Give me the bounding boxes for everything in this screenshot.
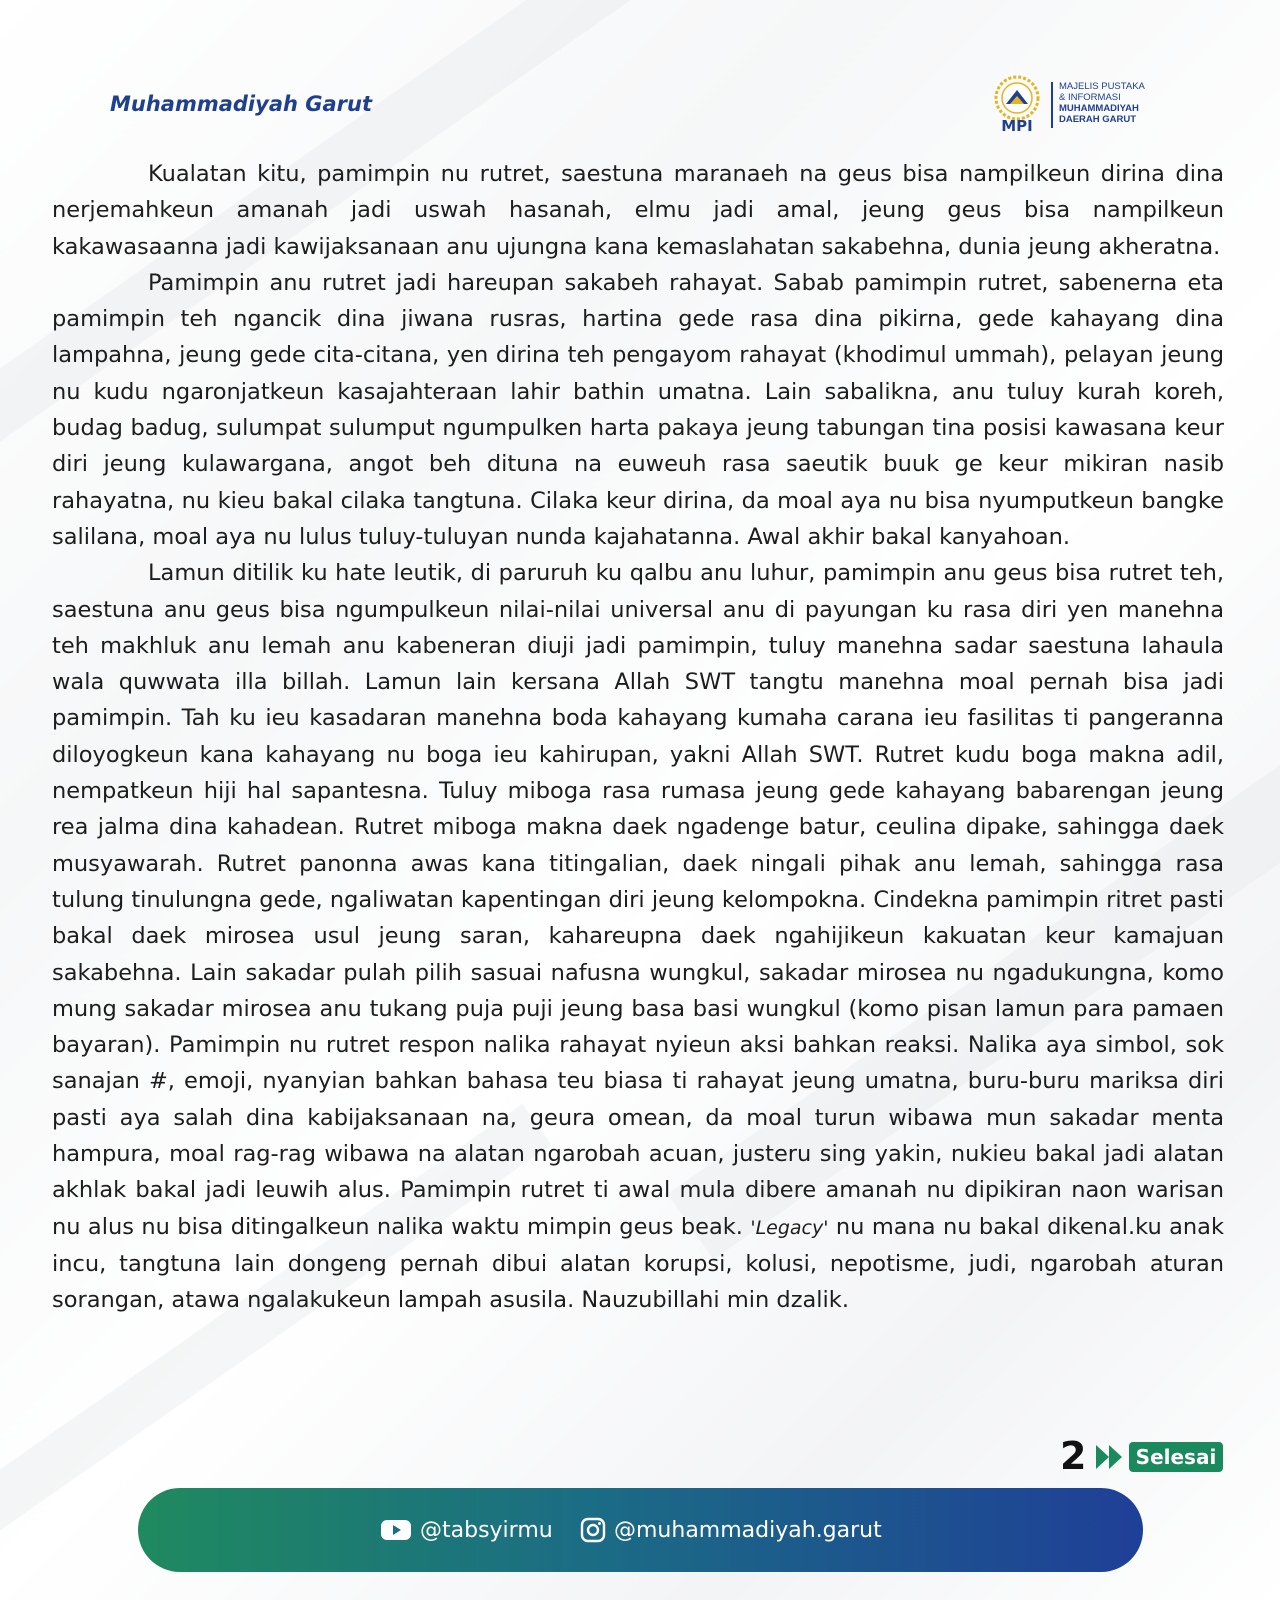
paragraph-text: Lamun ditilik ku hate leutik, di paruruh ku qalbu anu luhur, pamimpin anu geus bisa rutret teh, saestuna anu geus bisa ngumpulkeun nilai-nilai universal anu di payungan ku rasa diri yen manehna teh makhluk anu lemah anu kabeneran diuji jadi pamimpin, tuluy manehna sadar saestuna lahaula wala quwwata illa billah. Lamun lain kersana Allah SWT tangtu manehna moal pernah bisa jadi pamimpin. Tah ku ieu kasadaran manehna boda kahayang kumaha carana ieu fasilitas ti pangeranna diloyogkeun kana kahayang nu boga ieu kahirupan, yakni Allah SWT. Rutret kudu boga makna adil, nempatkeun hiji hal sapantesna. Tuluy miboga rasa rumasa jeung gede kahayang babarengan jeung rea jalma dina kahadean. Rutret miboga makna daek ngadenge batur, ceulina dipake, sahingga daek musyawarah. Rutret panonna awas kana titingalian, daek ningali pihak anu lemah, sahingga rasa tulung tinulungna gede, ngaliwatan kapentingan diri jeung kelompokna. Cindekna pamimpin ritret pasti bakal daek mirosea usul jeung saran, kahareupna daek ngahijikeun kakuatan keur kamajuan sakabehna. Lain sakadar pulah pilih sasuai nafusna wungkul, sakadar mirosea nu ngadukungna, komo mung sakadar mirosea anu tukang puja puji jeung basa basi wungkul (komo pisan lamun para pamaen bayaran). Pamimpin nu rutret respon nalika rahayat nyieun aksi bahkan reaksi. Nalika aya simbol, sok sanajan #, emoji, nyanyian bahkan bahasa teu biasa ti rahayat jeung umatna, buru-buru mariksa diri pasti aya salah dina kabijaksanaan na, geura omean, da moal turun wibawa mun sakadar menta hampura, moal rag-rag wibawa na alatan ngarobah acuan, justeru sing yakin, nukieu bakal jadi alatan akhlak bakal jadi leuwih alus. Pamimpin rutret ti awal mula dibere amanah nu dipikiran naon warisan nu alus nu bisa ditingalkeun nalika waktu mimpin geus beak.	[52, 560, 1224, 1240]
mpi-logo	[988, 74, 1163, 134]
logo-line: MAJELIS PUSTAKA	[1059, 81, 1145, 92]
article-body	[52, 156, 1224, 1319]
youtube-icon	[380, 1518, 412, 1542]
logo-line: DAERAH GARUT	[1059, 114, 1137, 125]
brand-title: Muhammadiyah Garut	[110, 92, 373, 116]
paragraph-text: nu mana nu bakal dikenal.ku anak incu, tangtuna lain dongeng pernah dibui alatan korupsi, kolusi, nepotisme, judi, ngarobah aturan sorangan, atawa ngalakukeun lampah asusila. Nauzubillahi min dzalik.	[52, 1213, 1224, 1314]
instagram-handle: @muhammadiyah.garut	[614, 1517, 882, 1543]
instagram-icon	[580, 1517, 606, 1543]
footer-social-bar	[138, 1488, 1143, 1572]
article-paragraph	[52, 555, 1224, 1318]
youtube-handle: @tabsyirmu	[420, 1517, 553, 1543]
logo-line: MUHAMMADIYAH	[1059, 103, 1139, 114]
instagram-link[interactable]	[580, 1488, 882, 1572]
article-paragraph: Kualatan kitu, pamimpin nu rutret, saestuna maranaeh na geus bisa nampilkeun dirina dina nerjemahkeun amanah jadi uswah hasanah, elmu jadi amal, jeung geus bisa nampilkeun kakawasaanna jadi kawijaksanaan anu ujungna kana kemaslahatan sakabehna, dunia jeung akheratna.	[52, 161, 1224, 260]
page-number: 2	[1060, 1434, 1087, 1478]
svg-text:MPI: MPI	[1001, 117, 1033, 134]
logo-text	[1059, 81, 1145, 125]
youtube-link[interactable]	[380, 1488, 553, 1572]
legacy-term: 'Legacy'	[750, 1216, 829, 1239]
logo-divider	[1051, 82, 1053, 128]
logo-line: & INFORMASI	[1059, 92, 1121, 103]
double-arrow-icon	[1094, 1444, 1128, 1470]
mpi-emblem-icon	[988, 74, 1046, 134]
article-paragraph: Pamimpin anu rutret jadi hareupan sakabeh rahayat. Sabab pamimpin rutret, sabenerna eta pamimpin teh ngancik dina jiwana rusras, hartina gede rasa dina pikirna, gede kahayang dina lampahna, jeung gede cita-citana, yen dirina teh pengayom rahayat (khodimul ummah), pelayan jeung nu kudu ngaronjatkeun kasajahteraan lahir bathin umatna. Lain sabalikna, anu tuluy kurah koreh, budag badug, sulumpat sulumput ngumpulken harta pakaya jeung tabungan tina posisi kawasana keur diri jeung kulawargana, angot beh dituna na euweuh rasa saeutik buuk ge keur mikiran nasib rahayatna, nu kieu bakal cilaka tangtuna. Cilaka keur dirina, da moal aya nu bisa nyumputkeun bangke salilana, moal aya nu lulus tuluy-tuluyan nunda kajahatanna. Awal akhir bakal kanyahoan.	[52, 269, 1224, 550]
status-badge: Selesai	[1129, 1442, 1223, 1472]
